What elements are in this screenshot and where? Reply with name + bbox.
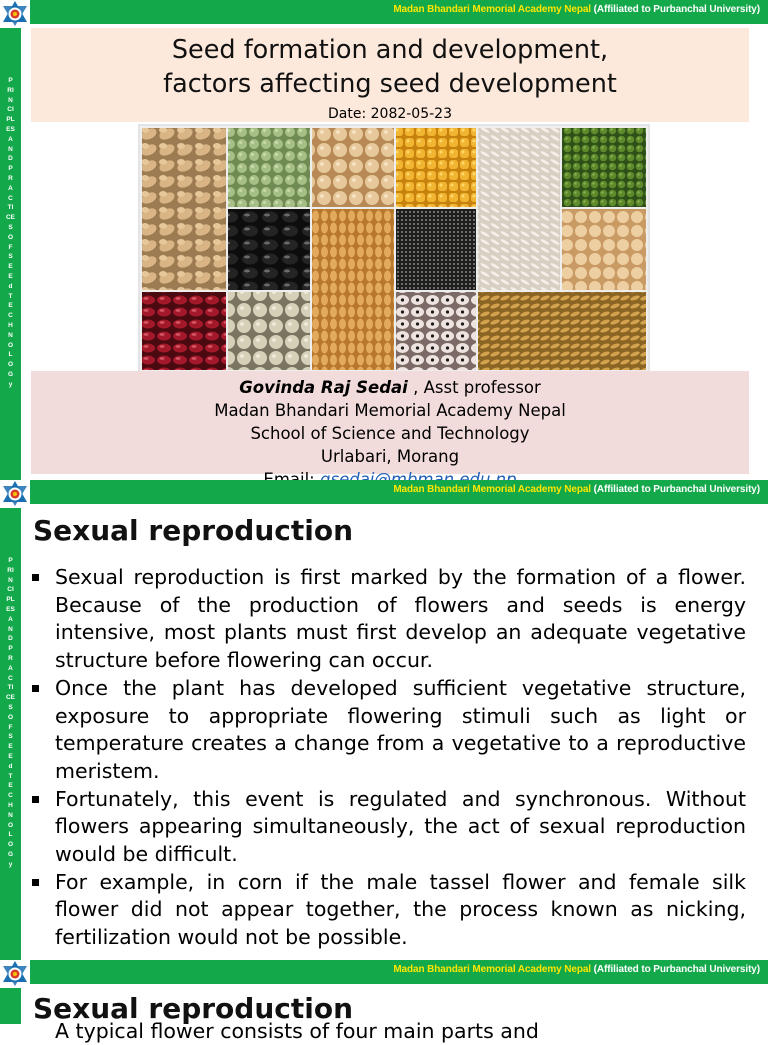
bullet-item	[30, 869, 746, 952]
sidebar-letter: L	[8, 831, 13, 839]
sidebar-letter: N	[8, 331, 13, 339]
header-bar	[30, 0, 768, 24]
sidebar-letter: TI	[7, 204, 14, 212]
sidebar-letter: T	[8, 292, 13, 300]
sidebar-letter: A	[8, 615, 13, 623]
sidebar-letter: TI	[7, 684, 14, 692]
sidebar-strip	[0, 508, 21, 960]
sidebar-letter: E	[8, 272, 13, 280]
sidebar-letter: N	[8, 96, 13, 104]
sidebar-letter: A	[8, 135, 13, 143]
slide-title	[0, 0, 768, 480]
sidebar-letter: E	[8, 302, 13, 310]
sidebar-letter: A	[8, 184, 13, 192]
sidebar-strip	[0, 28, 21, 480]
title-line-2: factors affecting seed development	[163, 69, 617, 99]
sidebar-letter: R	[8, 654, 13, 662]
sidebar-letter: L	[8, 351, 13, 359]
affiliation: (Affiliated to Purbanchal University)	[593, 964, 760, 975]
slide-sexual-reproduction-2	[0, 960, 768, 1043]
seeds-collage-image	[138, 124, 650, 374]
sidebar-letter: O	[7, 821, 14, 829]
slide-heading: Sexual reproduction	[33, 514, 354, 547]
sidebar-letter: D	[8, 155, 13, 163]
sidebar-letter: RI	[7, 566, 14, 574]
sidebar-letter: O	[7, 233, 14, 241]
author-role: , Asst professor	[413, 378, 541, 397]
sidebar-letter: d	[8, 762, 13, 770]
academy-emblem-icon	[0, 960, 30, 988]
square-bullet-icon	[32, 574, 39, 581]
sidebar-letter: E	[8, 743, 13, 751]
sidebar-letter: N	[8, 576, 13, 584]
sidebar-letter: P	[8, 645, 13, 653]
sidebar-letter: R	[8, 174, 13, 182]
sidebar-letter: H	[8, 801, 13, 809]
academy-name: Madan Bhandari Memorial Academy Nepal	[393, 484, 591, 495]
sidebar-letter: CI	[7, 586, 14, 594]
sidebar-letter: C	[8, 674, 13, 682]
sidebar-letter: O	[7, 341, 14, 349]
sidebar-letter: F	[8, 723, 13, 731]
sidebar-letter: P	[8, 77, 13, 84]
sidebar-letter: RI	[7, 86, 14, 94]
sidebar-letter: A	[8, 664, 13, 672]
header-bar	[30, 960, 768, 984]
institution-name: Madan Bhandari Memorial Academy Nepal	[214, 401, 566, 420]
sidebar-strip	[0, 988, 21, 1024]
slide-title-text	[31, 33, 749, 101]
sidebar-letter: CI	[7, 106, 14, 114]
author-line	[31, 376, 749, 399]
square-bullet-icon	[32, 796, 39, 803]
sidebar-letter: y	[8, 380, 13, 388]
date-text: Date: 2082-05-23	[328, 106, 452, 122]
sidebar-letter: CE	[5, 694, 16, 702]
partial-text-line: A typical flower consists of four main parts and	[55, 1019, 539, 1043]
bullet-list	[30, 564, 746, 952]
sidebar-letter: P	[8, 557, 13, 564]
title-box	[31, 28, 749, 122]
sidebar-letter: ES	[6, 125, 15, 133]
bullet-item	[30, 675, 746, 786]
header-text	[393, 964, 760, 975]
academy-name: Madan Bhandari Memorial Academy Nepal	[393, 964, 591, 975]
sidebar-letter: E	[8, 752, 13, 760]
sidebar-letter: d	[8, 282, 13, 290]
sidebar-letter: N	[8, 145, 13, 153]
academy-emblem-icon	[0, 0, 30, 28]
sidebar-vertical-text	[0, 76, 21, 390]
sidebar-letter: E	[8, 782, 13, 790]
bullet-item	[30, 786, 746, 869]
sidebar-letter: C	[8, 792, 13, 800]
sidebar-letter: S	[8, 223, 13, 231]
sidebar-letter: C	[8, 194, 13, 202]
affiliation: (Affiliated to Purbanchal University)	[593, 4, 760, 15]
sidebar-letter: H	[8, 321, 13, 329]
sidebar-letter: S	[8, 253, 13, 261]
sidebar-letter: G	[7, 370, 14, 378]
sidebar-letter: ES	[6, 605, 15, 613]
sidebar-letter: CE	[5, 214, 16, 222]
square-bullet-icon	[32, 685, 39, 692]
bullet-text: Sexual reproduction is first marked by the formation of a flower. Because of the production of flowers and seeds is energy intensive, most plants must first develop an adequate vegetative structure before flowering can occur.	[55, 565, 746, 673]
sidebar-letter: PL	[6, 116, 15, 124]
sidebar-letter: C	[8, 312, 13, 320]
bullet-text: Fortunately, this event is regulated and synchronous. Without flowers appearing simultaneously, the act of sexual reproduction would be difficult.	[55, 786, 746, 867]
bullet-item	[30, 564, 746, 675]
affiliation: (Affiliated to Purbanchal University)	[593, 484, 760, 495]
academy-emblem-icon	[0, 480, 30, 508]
square-bullet-icon	[32, 879, 39, 886]
slide-heading: Sexual reproduction	[33, 992, 354, 1025]
header-bar	[30, 480, 768, 504]
sidebar-letter: O	[7, 361, 14, 369]
sidebar-letter: N	[8, 625, 13, 633]
author-box	[31, 371, 749, 474]
sidebar-letter: S	[8, 733, 13, 741]
sidebar-letter: O	[7, 713, 14, 721]
title-line-1: Seed formation and development,	[171, 35, 609, 65]
sidebar-letter: O	[7, 841, 14, 849]
sidebar-letter: P	[8, 165, 13, 173]
slide-sexual-reproduction	[0, 480, 768, 960]
sidebar-letter: N	[8, 811, 13, 819]
sidebar-letter: y	[8, 860, 13, 868]
sidebar-letter: PL	[6, 596, 15, 604]
sidebar-letter: E	[8, 263, 13, 271]
school-name: School of Science and Technology	[250, 424, 530, 443]
sidebar-vertical-text	[0, 556, 21, 870]
bullet-text: For example, in corn if the male tassel flower and female silk flower did not appear together, the process known as nicking, fertilization would not be possible.	[55, 869, 746, 950]
academy-name: Madan Bhandari Memorial Academy Nepal	[393, 4, 591, 15]
sidebar-letter: S	[8, 703, 13, 711]
sidebar-letter: D	[8, 635, 13, 643]
bullet-text: Once the plant has developed sufficient vegetative structure, exposure to appropriate flowering stimuli such as light or temperature creates a change from a vegetative to a reproductive meristem.	[55, 675, 746, 783]
sidebar-letter: G	[7, 850, 14, 858]
header-text	[393, 484, 760, 495]
header-text	[393, 4, 760, 15]
location: Urlabari, Morang	[320, 447, 460, 466]
author-name: Govinda Raj Sedai	[239, 378, 408, 397]
sidebar-letter: F	[8, 243, 13, 251]
sidebar-letter: T	[8, 772, 13, 780]
